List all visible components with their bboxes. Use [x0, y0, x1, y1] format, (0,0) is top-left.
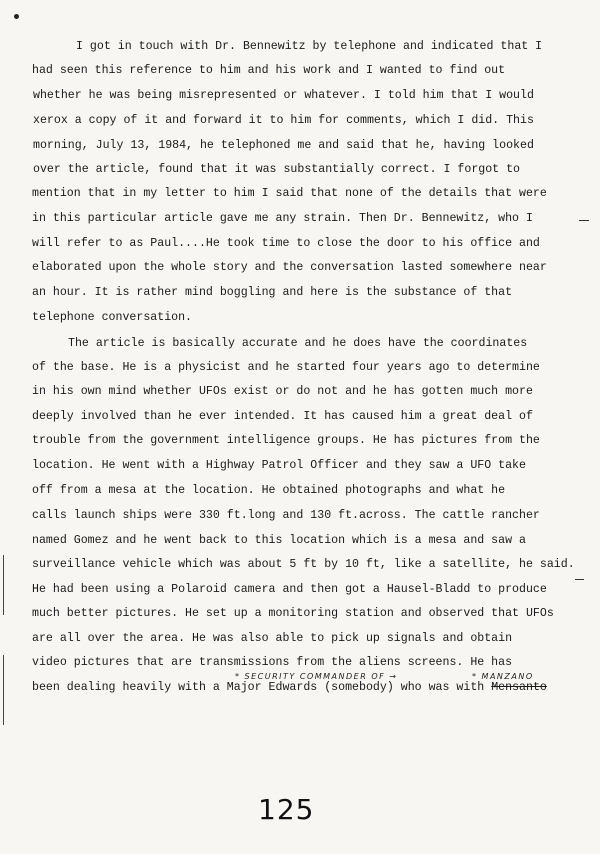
text-line: surveillance vehicle which was about 5 ft by 10 ft, like a satellite, he said.	[32, 558, 575, 571]
struck-word: Mensanto	[491, 681, 547, 694]
text-line: in this particular article gave me any strain. Then Dr. Bennewitz, who I	[32, 212, 533, 225]
text-line: He had been using a Polaroid camera and then got a Hausel-Bladd to produce	[32, 583, 547, 596]
text-line: xerox a copy of it and forward it to him for comments, which I did. This	[33, 114, 534, 127]
text-line: named Gomez and he went back to this location which is a mesa and saw a	[32, 534, 526, 547]
text-line: elaborated upon the whole story and the conversation lasted somewhere near	[32, 261, 547, 274]
text-line: video pictures that are transmissions from the aliens screens. He has	[32, 656, 513, 669]
handwritten-annotation: * SECURITY COMMANDER OF →	[235, 672, 398, 681]
punch-hole-mark	[14, 14, 19, 19]
text-line: will refer to as Paul....He took time to close the door to his office and	[32, 237, 540, 250]
margin-line	[3, 555, 4, 615]
text-line: calls launch ships were 330 ft.long and 130 ft.across. The cattle rancher	[32, 509, 540, 522]
text-line: telephone conversation.	[32, 311, 193, 324]
text-line: I got in touch with Dr. Bennewitz by telephone and indicated that I	[76, 40, 543, 53]
text-line: are all over the area. He was also able to pick up signals and obtain	[32, 632, 513, 645]
text-line: of the base. He is a physicist and he started four years ago to determine	[32, 361, 540, 374]
margin-tick	[575, 579, 584, 580]
handwritten-annotation: * MANZANO	[472, 672, 534, 681]
text-line	[32, 681, 547, 695]
text-line: mention that in my letter to him I said that none of the details that were	[32, 187, 547, 200]
margin-tick	[579, 220, 589, 221]
page-number: 125	[258, 793, 315, 826]
text-line: trouble from the government intelligence groups. He has pictures from the	[32, 434, 540, 447]
margin-line	[3, 655, 4, 725]
text-line: in his own mind whether UFOs exist or do not and he has gotten much more	[32, 385, 533, 398]
text-line: deeply involved than he ever intended. It has caused him a great deal of	[32, 410, 533, 423]
text-line: much better pictures. He set up a monitoring station and observed that UFOs	[32, 607, 554, 620]
text-line-content: been dealing heavily with a Major Edwards (somebody) who was with	[32, 681, 485, 694]
text-line: off from a mesa at the location. He obtained photographs and what he	[32, 484, 506, 497]
text-line: morning, July 13, 1984, he telephoned me and said that he, having looked	[33, 139, 534, 152]
text-line: had seen this reference to him and his work and I wanted to find out	[32, 64, 506, 77]
text-line: whether he was being misrepresented or whatever. I told him that I would	[33, 89, 534, 102]
text-line: The article is basically accurate and he does have the coordinates	[68, 337, 528, 350]
text-line: location. He went with a Highway Patrol Officer and they saw a UFO take	[32, 459, 526, 472]
text-line: over the article, found that it was substantially correct. I forgot to	[33, 163, 521, 176]
text-line: an hour. It is rather mind boggling and here is the substance of that	[32, 286, 513, 299]
